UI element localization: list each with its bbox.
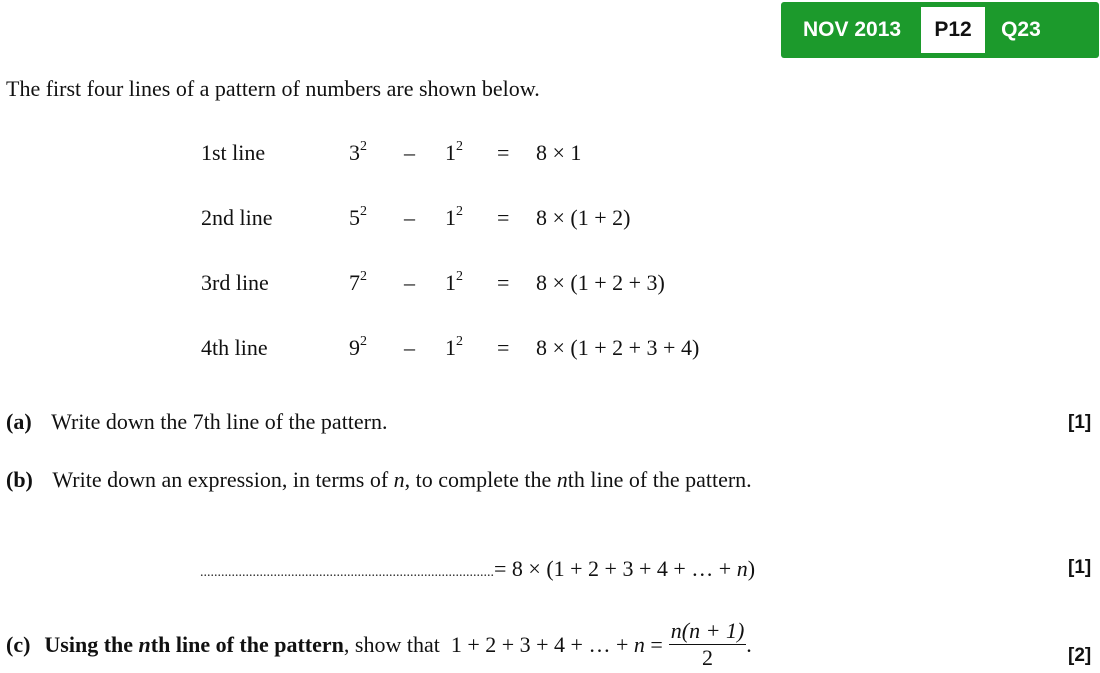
part-c-marks: [2]	[1068, 645, 1092, 666]
pattern-line-label: 2nd line	[201, 205, 273, 230]
part-b	[6, 467, 752, 493]
pattern-minus-sign: –	[404, 205, 415, 230]
part-c-text: , show that 1 + 2 + 3 + 4 + … +	[343, 631, 634, 657]
pattern-square-term	[349, 335, 367, 361]
square-exponent: 2	[360, 269, 367, 284]
pattern-one-squared	[445, 270, 463, 296]
square-base: 5	[349, 205, 360, 230]
part-b-marks: [1]	[1068, 557, 1092, 578]
one-exponent: 2	[456, 139, 463, 154]
part-c-end: .	[746, 631, 752, 657]
one-exponent: 2	[456, 204, 463, 219]
part-c-bold-pre: Using the	[44, 631, 139, 657]
part-c	[6, 618, 752, 671]
pattern-minus-sign: –	[404, 335, 415, 360]
one-base: 1	[445, 270, 456, 295]
answer-rhs-var: n	[736, 556, 748, 581]
part-b-var2: n	[556, 467, 568, 492]
square-exponent: 2	[360, 334, 367, 349]
badge-question: Q23	[1001, 18, 1041, 41]
part-c-bold-post: th line of the pattern	[150, 631, 344, 657]
pattern-one-squared	[445, 205, 463, 231]
part-b-text-post: th line of the pattern.	[567, 467, 752, 492]
intro-text: The first four lines of a pattern of numbers are shown below.	[6, 76, 540, 101]
part-c-label: (c)	[6, 631, 31, 657]
part-b-text-pre: Write down an expression, in terms of	[52, 467, 394, 492]
part-a-label: (a)	[6, 409, 32, 434]
badge-paper: P12	[921, 7, 985, 53]
answer-dots[interactable]: ....................................................................................	[200, 565, 494, 580]
part-b-text-mid: , to complete the	[404, 467, 557, 492]
part-b-answer-line	[200, 556, 755, 582]
answer-rhs-pre: = 8 × (1 + 2 + 3 + 4 + … +	[494, 556, 737, 581]
pattern-equals-sign: =	[497, 140, 510, 165]
badge-session: NOV 2013	[803, 18, 902, 41]
pattern-line-label: 1st line	[201, 140, 266, 165]
part-a-text: Write down the 7th line of the pattern.	[51, 409, 388, 434]
square-exponent: 2	[360, 204, 367, 219]
pattern-square-term	[349, 205, 367, 231]
pattern-line-label: 3rd line	[201, 270, 269, 295]
pattern-equals-sign: =	[497, 205, 510, 230]
part-b-label: (b)	[6, 467, 33, 492]
part-c-bold-var: n	[138, 631, 151, 657]
part-b-var: n	[393, 467, 405, 492]
one-base: 1	[445, 205, 456, 230]
fraction-denominator: 2	[702, 645, 714, 670]
part-c-eq: =	[644, 631, 663, 657]
pattern-one-squared	[445, 140, 463, 166]
square-base: 9	[349, 335, 360, 360]
square-base: 3	[349, 140, 360, 165]
pattern-minus-sign: –	[404, 270, 415, 295]
pattern-square-term	[349, 140, 367, 166]
part-a	[6, 409, 388, 435]
one-exponent: 2	[456, 269, 463, 284]
pattern-rhs: 8 × (1 + 2 + 3 + 4)	[536, 335, 700, 360]
one-exponent: 2	[456, 334, 463, 349]
part-c-fraction	[669, 618, 747, 671]
part-a-marks: [1]	[1068, 412, 1092, 433]
square-base: 7	[349, 270, 360, 295]
pattern-minus-sign: –	[404, 140, 415, 165]
one-base: 1	[445, 335, 456, 360]
pattern-rhs: 8 × 1	[536, 140, 582, 165]
question-badge	[781, 2, 1099, 58]
square-exponent: 2	[360, 139, 367, 154]
pattern-rhs: 8 × (1 + 2 + 3)	[536, 270, 665, 295]
pattern-equals-sign: =	[497, 270, 510, 295]
pattern-rhs: 8 × (1 + 2)	[536, 205, 631, 230]
pattern-line-label: 4th line	[201, 335, 268, 360]
one-base: 1	[445, 140, 456, 165]
answer-rhs-post: )	[747, 556, 756, 581]
pattern-square-term	[349, 270, 367, 296]
pattern-equals-sign: =	[497, 335, 510, 360]
part-c-var: n	[633, 631, 645, 657]
pattern-one-squared	[445, 335, 463, 361]
fraction-numerator: n(n + 1)	[670, 618, 745, 643]
